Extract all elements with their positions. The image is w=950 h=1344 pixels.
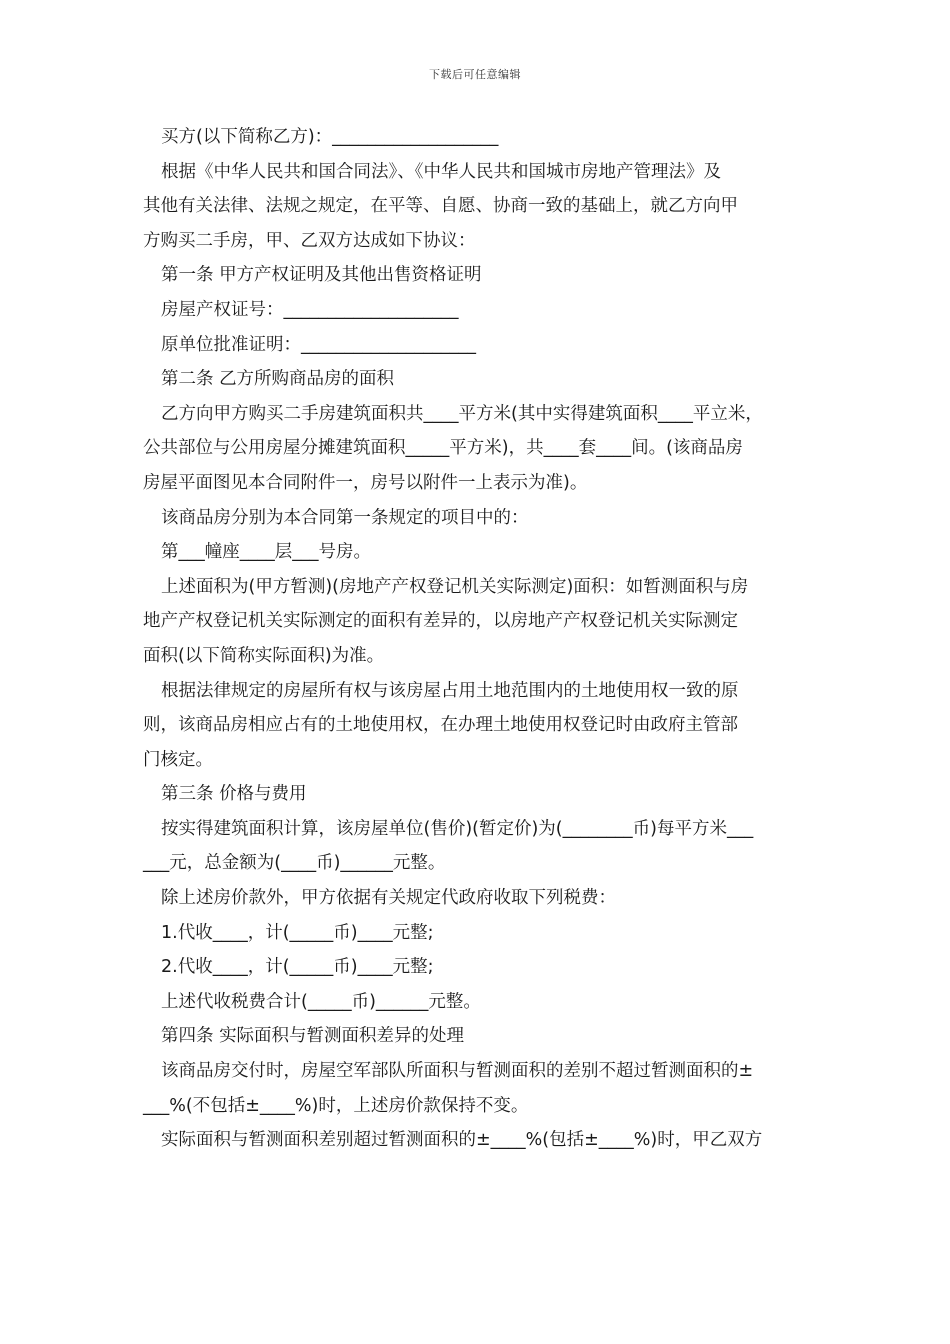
document-line: 该商品房交付时，房屋空军部队所面积与暂测面积的差别不超过暂测面积的± (161, 1061, 754, 1082)
document-body (143, 120, 818, 1158)
document-line: 买方(以下简称乙方)：___________________ (161, 127, 499, 147)
document-line: 乙方向甲方购买二手房建筑面积共____平方米(其中实得建筑面积____平立米， (161, 403, 763, 424)
document-line: 除上述房价款外，甲方依据有关规定代政府收取下列税费： (161, 888, 616, 909)
document-line: 上述面积为(甲方暂测)(房地产产权登记机关实际测定)面积：如暂测面积与房 (161, 576, 749, 597)
document-line: 上述代收税费合计(_____币)______元整。 (161, 991, 481, 1012)
document-line: 面积(以下简称实际面积)为准。 (143, 645, 385, 666)
document-line: 公共部位与公用房屋分摊建筑面积_____平方米)，共____套____间。(该商品房 (143, 438, 743, 459)
document-line: 地产产权登记机关实际测定的面积有差异的，以房地产产权登记机关实际测定 (143, 611, 738, 632)
document-line: 根据法律规定的房屋所有权与该房屋占用土地范围内的土地使用权一致的原 (161, 680, 739, 701)
document-line: 其他有关法律、法规之规定，在平等、自愿、协商一致的基础上，就乙方向甲 (143, 196, 738, 217)
document-line: 第一条 甲方产权证明及其他出售资格证明 (161, 265, 482, 286)
document-line: 该商品房分别为本合同第一条规定的项目中的： (161, 507, 529, 528)
document-line: 根据《中华人民共和国合同法》、《中华人民共和国城市房地产管理法》及 (161, 161, 721, 182)
page-header: 下载后可任意编辑 (429, 68, 521, 81)
document-line: 按实得建筑面积计算，该房屋单位(售价)(暂定价)为(________币)每平方米___ (161, 818, 754, 839)
document-line: 门核定。 (143, 749, 213, 770)
document-line: 原单位批准证明：____________________ (161, 334, 476, 355)
document-line: 第___幢座____层___号房。 (161, 542, 371, 563)
document-line: 第二条 乙方所购商品房的面积 (161, 369, 395, 390)
document-line: 方购买二手房，甲、乙双方达成如下协议： (143, 230, 476, 251)
document-line: 1.代收____，计(_____币)____元整; (161, 922, 434, 943)
document-line: 第三条 价格与费用 (161, 784, 307, 805)
document-line: 第四条 实际面积与暂测面积差异的处理 (161, 1026, 465, 1047)
document-line: ___元，总金额为(____币)______元整。 (143, 853, 446, 874)
document-line: 实际面积与暂测面积差别超过暂测面积的±____%(包括±____%)时，甲乙双方 (161, 1130, 763, 1151)
document-line: ___%(不包括±____%)时，上述房价款保持不变。 (143, 1095, 529, 1116)
document-line: 则，该商品房相应占有的土地使用权，在办理土地使用权登记时由政府主管部 (143, 715, 738, 736)
document-line: 房屋平面图见本合同附件一，房号以附件一上表示为准)。 (143, 472, 588, 493)
document-line: 2.代收____，计(_____币)____元整; (161, 957, 434, 978)
document-line: 房屋产权证号：____________________ (161, 299, 459, 320)
